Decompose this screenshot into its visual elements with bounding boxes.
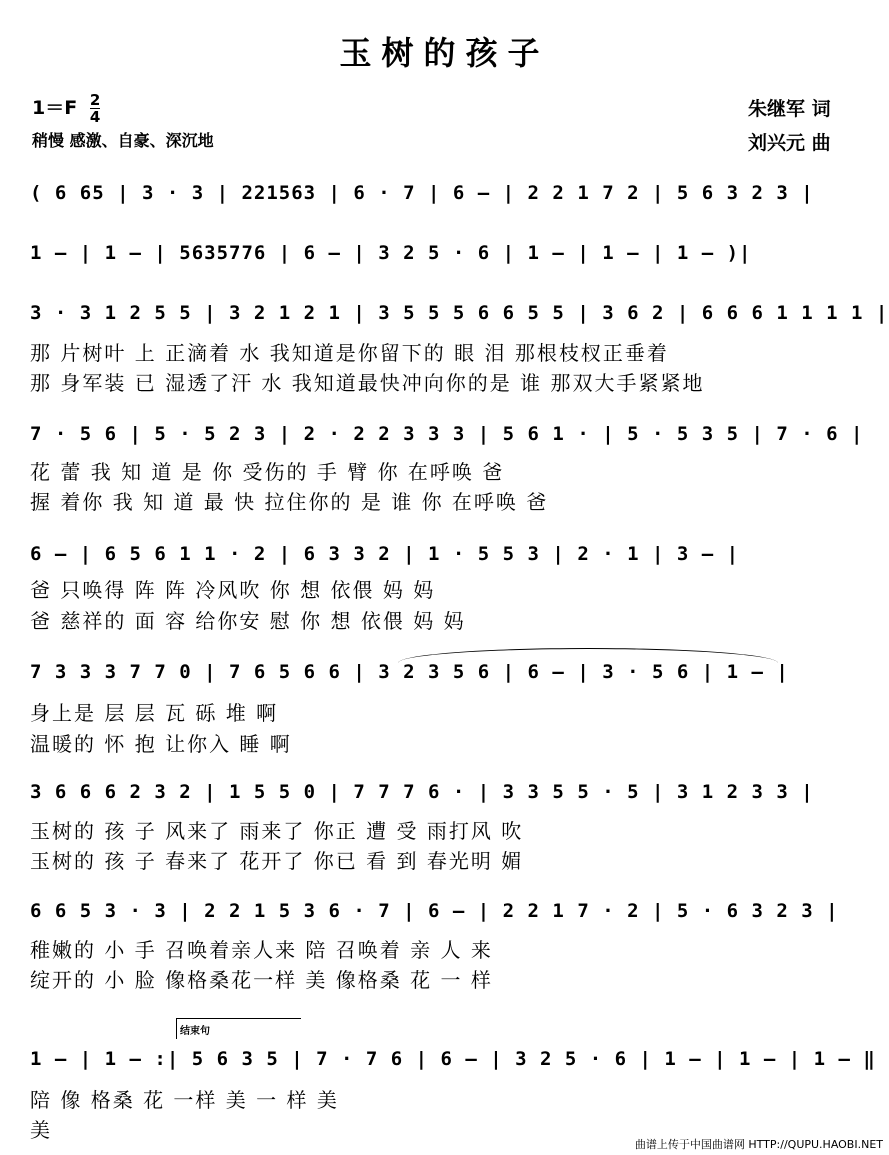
song-title: 玉树的孩子 <box>339 34 550 72</box>
lyricist: 朱继军 词 <box>748 98 831 120</box>
system-6-lyrics-2: 温暖的 怀 抱 让你入 睡 啊 <box>30 732 292 756</box>
tempo-marking: 稍慢 感激、自豪、深沉地 <box>32 131 214 150</box>
system-5-notes: 6 — | 6 5 6 1 1 · 2 | 6 3 3 2 | 1 · 5 5 3 | 2 · 1 | 3 — | <box>30 543 740 565</box>
system-6-lyrics-1: 身上是 层 层 瓦 砾 堆 啊 <box>30 701 279 725</box>
time-sig-top: 2 <box>89 91 101 109</box>
system-8-lyrics-1: 稚嫩的 小 手 召唤着亲人来 陪 召唤着 亲 人 来 <box>30 938 493 962</box>
system-1-notes: ( 6 65 | 3 · 3 | 221563 | 6 · 7 | 6 — | 2 2 1 7 2 | 5 6 3 2 3 | <box>30 182 814 204</box>
system-5-lyrics-2: 爸 慈祥的 面 容 给你安 慰 你 想 依偎 妈 妈 <box>30 609 466 633</box>
system-8-notes: 6 6 5 3 · 3 | 2 2 1 5 3 6 · 7 | 6 — | 2 2 1 7 · 2 | 5 · 6 3 2 3 | <box>30 900 839 922</box>
system-7-lyrics-2: 玉树的 孩 子 春来了 花开了 你已 看 到 春光明 媚 <box>30 849 524 873</box>
system-7-lyrics-1: 玉树的 孩 子 风来了 雨来了 你正 遭 受 雨打风 吹 <box>30 819 524 843</box>
time-sig-bottom: 4 <box>89 108 101 126</box>
system-2-notes: 1 — | 1 — | 5635776 | 6 — | 3 2 5 · 6 | 1 — | 1 — | 1 — )| <box>30 242 752 264</box>
key-signature <box>32 92 100 125</box>
system-3-lyrics-1: 那 片树叶 上 正滴着 水 我知道是你留下的 眼 泪 那根枝杈正垂着 <box>30 341 669 365</box>
system-3-notes: 3 · 3 1 2 5 5 | 3 2 1 2 1 | 3 5 5 5 6 6 5 5 | 3 6 2 | 6 6 6 1 1 1 1 | <box>30 302 889 324</box>
system-4-lyrics-2: 握 着你 我 知 道 最 快 拉住你的 是 谁 你 在呼唤 爸 <box>30 490 549 514</box>
system-6-notes: 7 3 3 3 7 7 0 | 7 6 5 6 6 | 3 2 3 5 6 | 6 — | 3 · 5 6 | 1 — | <box>30 661 789 683</box>
system-9-lyrics-2: 美 <box>30 1118 52 1142</box>
composer: 刘兴元 曲 <box>748 132 831 154</box>
ending-label: 结束句 <box>180 1026 210 1037</box>
system-4-lyrics-1: 花 蕾 我 知 道 是 你 受伤的 手 臂 你 在呼唤 爸 <box>30 460 505 484</box>
watermark: 曲谱上传于中国曲谱网 HTTP://QUPU.HAOBI.NET <box>634 1138 883 1151</box>
key-label: 1＝F <box>32 97 78 119</box>
system-8-lyrics-2: 绽开的 小 脸 像格桑花一样 美 像格桑 花 一 样 <box>30 968 493 992</box>
system-5-lyrics-1: 爸 只唤得 阵 阵 冷风吹 你 想 依偎 妈 妈 <box>30 578 436 602</box>
system-4-notes: 7 · 5 6 | 5 · 5 2 3 | 2 · 2 2 3 3 3 | 5 6 1 · | 5 · 5 3 5 | 7 · 6 | <box>30 423 864 445</box>
system-7-notes: 3 6 6 6 2 3 2 | 1 5 5 0 | 7 7 7 6 · | 3 3 5 5 · 5 | 3 1 2 3 3 | <box>30 781 814 803</box>
system-3-lyrics-2: 那 身军装 已 湿透了汗 水 我知道最快冲向你的是 谁 那双大手紧紧地 <box>30 371 705 395</box>
system-9-lyrics-1: 陪 像 格桑 花 一样 美 一 样 美 <box>30 1088 339 1112</box>
system-9-notes: 1 — | 1 — :| 5 6 3 5 | 7 · 7 6 | 6 — | 3 2 5 · 6 | 1 — | 1 — | 1 — ‖ <box>30 1048 876 1070</box>
